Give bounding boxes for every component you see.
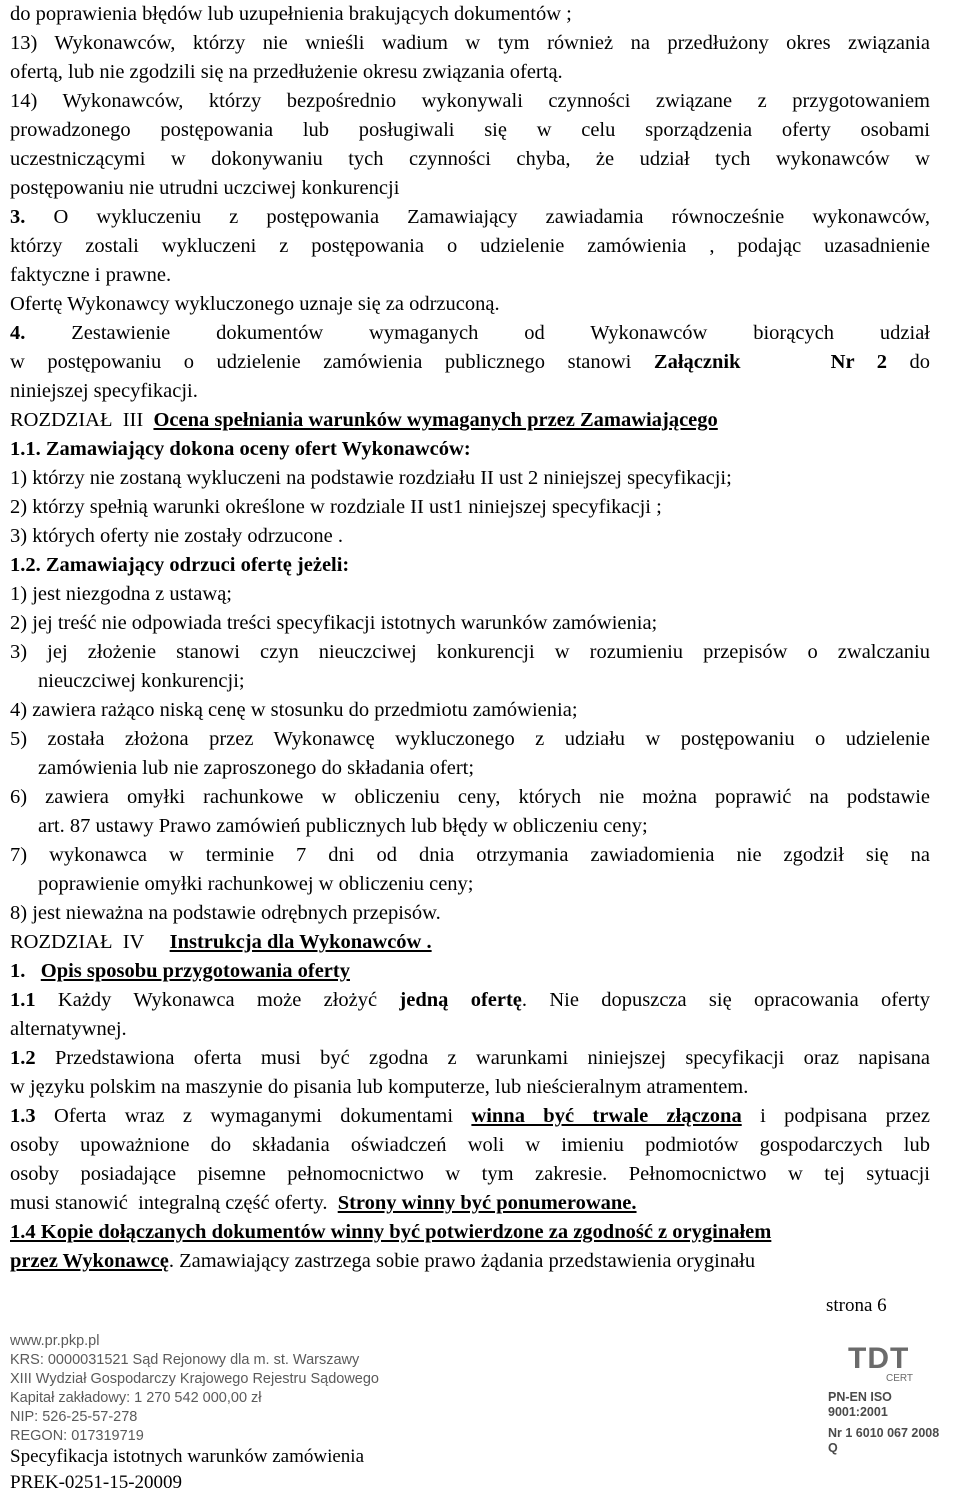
text-line: 1.1 Każdy Wykonawca może złożyć jedną ofertę. Nie dopuszcza się opracowania oferty: [10, 989, 930, 1011]
text-line: 1.2 Przedstawiona oferta musi być zgodna z warunkami niniejszej specyfikacji oraz napisana: [10, 1047, 930, 1069]
list-item: 5) została złożona przez Wykonawcę wykluczonego z udziału w postępowaniu o udzielenie: [10, 728, 930, 750]
text-line: w języku polskim na maszynie do pisania lub komputerze, lub nieścieralnym atramentem.: [10, 1076, 749, 1098]
chapter-4-heading: ROZDZIAŁ IV Instrukcja dla Wykonawców .: [10, 931, 432, 953]
list-item: 1) jest niezgodna z ustawą;: [10, 583, 233, 605]
section-3-line: 3. O wykluczeniu z postępowania Zamawiający zawiadamia równocześnie wykonawców,: [10, 206, 930, 228]
subsection-heading: 1.1. Zamawiający dokona oceny ofert Wykonawców:: [10, 438, 471, 460]
text-line: Ofertę Wykonawcy wykluczonego uznaje się za odrzuconą.: [10, 293, 500, 315]
text-line: 13) Wykonawców, którzy nie wnieśli wadium w tym również na przedłużony okres związania: [10, 32, 930, 54]
company-nip: NIP: 526-25-57-278: [10, 1409, 138, 1425]
text-line: osoby posiadające pisemne pełnomocnictwo w tym zakresie. Pełnomocnictwo w tej sytuacji: [10, 1163, 930, 1185]
text-line: uczestniczącymi w dokonywaniu tych czynności chyba, że udział tych wykonawców w: [10, 148, 930, 170]
list-item: 7) wykonawca w terminie 7 dni od dnia otrzymania zawiadomienia nie zgodził się na: [10, 844, 930, 866]
company-court: XIII Wydział Gospodarczy Krajowego Rejestru Sądowego: [10, 1371, 379, 1387]
text-line: 1.4 Kopie dołączanych dokumentów winny być potwierdzone za zgodność z oryginałem: [10, 1221, 772, 1243]
list-item-continuation: poprawienie omyłki rachunkowej w obliczeniu ceny;: [38, 873, 474, 895]
chapter-3-heading: ROZDZIAŁ III Ocena spełniania warunków wymaganych przez Zamawiającego: [10, 409, 718, 431]
spec-title: Specyfikacja istotnych warunków zamówienia: [10, 1446, 365, 1467]
text-line: w postępowaniu o udzielenie zamówienia publicznego stanowi Załącznik Nr 2 do: [10, 351, 930, 373]
subsection-heading: 1.2. Zamawiający odrzuci ofertę jeżeli:: [10, 554, 350, 576]
list-item: 6) zawiera omyłki rachunkowe w obliczeniu ceny, których nie można poprawić na podstawie: [10, 786, 930, 808]
list-item: 3) jej złożenie stanowi czyn nieuczciwej konkurencji w rozumieniu przepisów o zwalczaniu: [10, 641, 930, 663]
spec-code: PREK-0251-15-20009: [10, 1472, 183, 1493]
page-number: strona 6: [826, 1295, 887, 1316]
list-item: 2) jej treść nie odpowiada treści specyfikacji istotnych warunków zamówienia;: [10, 612, 658, 634]
company-krs: KRS: 0000031521 Sąd Rejonowy dla m. st. Warszawy: [10, 1352, 360, 1368]
cert-logo-text: CERT: [886, 1373, 914, 1384]
text-line: do poprawienia błędów lub uzupełnienia brakujących dokumentów ;: [10, 3, 572, 25]
text-line: ofertą, lub nie zgodzili się na przedłużenie okresu związania ofertą.: [10, 61, 563, 83]
text-line: alternatywnej.: [10, 1018, 127, 1040]
text-line: 14) Wykonawców, którzy bezpośrednio wykonywali czynności związane z przygotowaniem: [10, 90, 930, 112]
list-item-continuation: art. 87 ustawy Prawo zamówień publicznych lub błędy w obliczeniu ceny;: [38, 815, 648, 837]
text-line: musi stanowić integralną część oferty. Strony winny być ponumerowane.: [10, 1192, 637, 1214]
section-4-line: 4. Zestawienie dokumentów wymaganych od Wykonawców biorących udział: [10, 322, 930, 344]
text-line: prowadzonego postępowania lub posługiwali się w celu sporządzenia oferty osobami: [10, 119, 930, 141]
company-regon: REGON: 017319719: [10, 1428, 144, 1444]
text-line: 1.3 Oferta wraz z wymaganymi dokumentami winna być trwale złączona i podpisana przez: [10, 1105, 930, 1127]
list-item: 2) którzy spełnią warunki określone w rozdziale II ust1 niniejszej specyfikacji ;: [10, 496, 662, 518]
list-item-continuation: nieuczciwej konkurencji;: [38, 670, 245, 692]
text-line: osoby upoważnione do składania oświadczeń woli w imieniu podmiotów gospodarczych lub: [10, 1134, 930, 1156]
company-website: www.pr.pkp.pl: [10, 1333, 100, 1349]
subsection-heading: 1. Opis sposobu przygotowania oferty: [10, 960, 350, 982]
tdt-cert-logo: [828, 1344, 950, 1456]
list-item: 3) których oferty nie zostały odrzucone .: [10, 525, 344, 547]
text-line: przez Wykonawcę. Zamawiający zastrzega sobie prawo żądania przedstawienia oryginału: [10, 1250, 756, 1272]
list-item: 1) którzy nie zostaną wykluczeni na podstawie rozdziału II ust 2 niniejszej specyfikacji;: [10, 467, 732, 489]
iso-certificate-number: Nr 1 6010 067 2008 Q: [828, 1426, 940, 1455]
text-line: którzy zostali wykluczeni z postępowania o udzielenie zamówienia , podając uzasadnienie: [10, 235, 930, 257]
tdt-logo-text: TDT: [848, 1342, 910, 1375]
text-line: faktyczne i prawne.: [10, 264, 172, 286]
iso-certificate: PN-EN ISO 9001:2001: [828, 1390, 892, 1419]
list-item: 8) jest nieważna na podstawie odrębnych przepisów.: [10, 902, 441, 924]
company-capital: Kapitał zakładowy: 1 270 542 000,00 zł: [10, 1390, 262, 1406]
text-line: postępowaniu nie utrudni uczciwej konkurencji: [10, 177, 400, 199]
list-item: 4) zawiera rażąco niską cenę w stosunku do przedmiotu zamówienia;: [10, 699, 578, 721]
text-line: niniejszej specyfikacji.: [10, 380, 198, 402]
footer: [10, 1332, 950, 1498]
list-item-continuation: zamówienia lub nie zaproszonego do składania ofert;: [38, 757, 475, 779]
